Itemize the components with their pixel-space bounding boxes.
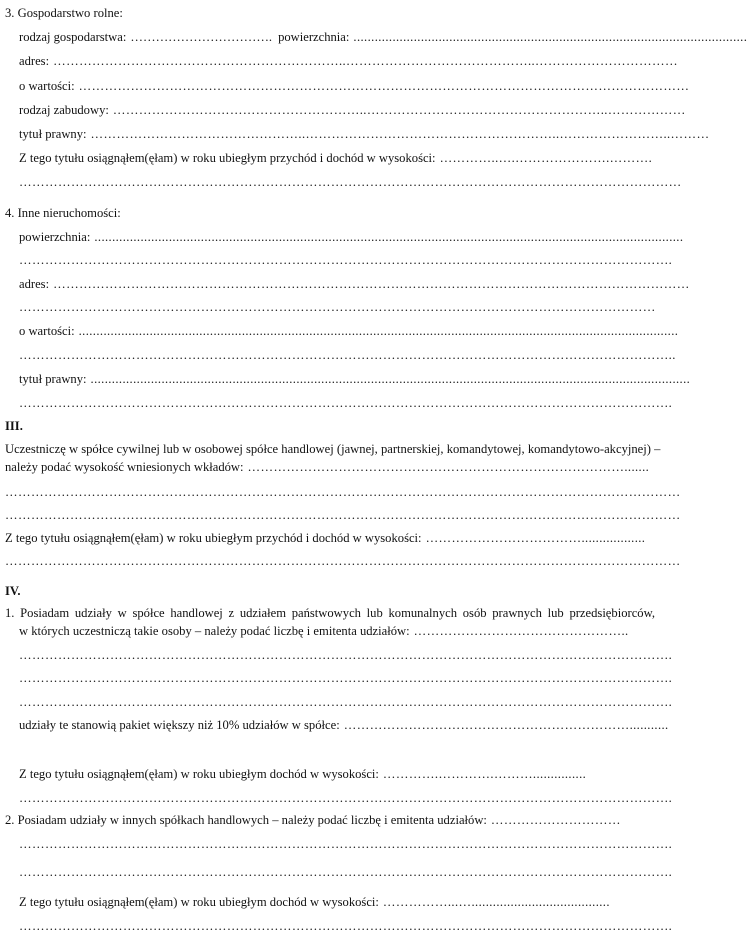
- partnership-blank-field-3[interactable]: …………………………………………………………………………………………………………………………………………: [5, 554, 681, 568]
- shares-other-blank-field-2[interactable]: …………………………………………………………………………………………………………………………………….: [19, 865, 673, 879]
- shares-other-blank-field-1[interactable]: …………………………………………………………………………………………………………………………………….: [19, 837, 673, 851]
- property-address-row: [19, 276, 690, 292]
- shares-public-blank-field-3[interactable]: …………………………………………………………………………………………………………………………………….: [19, 695, 673, 709]
- shares-other-blank-row-3: [19, 918, 673, 934]
- shares-public-blank-row-1: [19, 647, 673, 663]
- property-blank-field-4[interactable]: …………………………………………………………………………………………………………………………………….: [19, 396, 673, 410]
- property-area-row: [19, 229, 684, 245]
- section-3-heading-text: 3. Gospodarstwo rolne:: [5, 6, 123, 20]
- partnership-income-field[interactable]: ………………………………..................: [425, 531, 646, 545]
- farm-legal-title-row: [19, 126, 710, 142]
- farm-buildings-field[interactable]: …………………………………………………..………………………………………………..………………: [112, 103, 686, 117]
- property-blank-row-2: [19, 299, 655, 315]
- property-value-field[interactable]: .........................................................................................................................................................................: [78, 324, 679, 338]
- farm-buildings-row: [19, 102, 686, 118]
- farm-type-row: [19, 29, 747, 45]
- property-legal-title-row: [19, 371, 691, 387]
- farm-value-row: [19, 78, 690, 94]
- shares-package-label: udziały te stanowią pakiet większy niż 10% udziałów w spółce:: [19, 718, 340, 732]
- shares-other-blank-row-2: [19, 864, 673, 880]
- partnership-blank-row-1: [5, 484, 681, 500]
- farm-income-row: [19, 150, 655, 166]
- property-value-label: o wartości:: [19, 324, 75, 338]
- farm-buildings-label: rodzaj zabudowy:: [19, 103, 109, 117]
- section-iii-heading: [5, 418, 655, 434]
- property-legal-title-label: tytuł prawny:: [19, 372, 87, 386]
- property-area-field[interactable]: ......................................................................................................................................................................: [94, 230, 684, 244]
- section-iii-heading-text: III.: [5, 419, 23, 433]
- shares-package-row: [19, 717, 669, 733]
- property-blank-row-1: [19, 252, 673, 268]
- property-legal-title-field[interactable]: .........................................................................................................................................................................: [90, 372, 691, 386]
- shares-other-blank-field-3[interactable]: …………………………………………………………………………………………………………………………………….: [19, 919, 673, 933]
- partnership-blank-field-2[interactable]: …………………………………………………………………………………………………………………………………………: [5, 508, 681, 522]
- shares-public-count-label: w których uczestniczą takie osoby – należy podać liczbę i emitenta udziałów:: [19, 624, 410, 638]
- section-iv-heading: [5, 583, 655, 599]
- farm-value-label: o wartości:: [19, 79, 75, 93]
- farm-area-field[interactable]: ...............................................................................................................: [353, 30, 747, 44]
- farm-value-field[interactable]: ……………………………………………………………………………………………………………………………: [78, 79, 690, 93]
- shares-public-income-field[interactable]: ………….………….………...............: [382, 767, 587, 781]
- property-blank-row-4: [19, 395, 673, 411]
- farm-address-row: [19, 53, 678, 69]
- farm-address-field[interactable]: …………………………………………………………..……………………………………..……………………………: [53, 54, 678, 68]
- shares-other-count-field[interactable]: …………………………: [490, 813, 621, 827]
- shares-other-income-row: [19, 894, 655, 910]
- shares-public-blank-row-3: [19, 694, 673, 710]
- farm-income-label: Z tego tytułu osiągnąłem(ęłam) w roku ubiegłym przychód i dochód w wysokości:: [19, 151, 436, 165]
- farm-legal-title-label: tytuł prawny:: [19, 127, 87, 141]
- farm-address-label: adres:: [19, 54, 50, 68]
- shares-public-income-label: Z tego tytułu osiągnąłem(ęłam) w roku ubiegłym dochód w wysokości:: [19, 767, 379, 781]
- partnership-intro-text: Uczestniczę w spółce cywilnej lub w osobowej spółce handlowej (jawnej, partnerskiej, komandytowej, komandytowo-akcyjnej) –: [5, 442, 661, 456]
- partnership-income-label: Z tego tytułu osiągnąłem(ęłam) w roku ubiegłym przychód i dochód w wysokości:: [5, 531, 422, 545]
- shares-package-field[interactable]: …………………………………………………………...........: [343, 718, 669, 732]
- property-address-field[interactable]: …………………………………………………………………………………………………………………………………: [53, 277, 690, 291]
- shares-other-income-field[interactable]: ……………...….......................................: [382, 895, 610, 909]
- farm-legal-title-field[interactable]: …………………………………………..…………………………………………………..……………………..………: [90, 127, 710, 141]
- partnership-blank-row-2: [5, 507, 681, 523]
- partnership-intro-row: [5, 441, 661, 457]
- partnership-blank-field-1[interactable]: …………………………………………………………………………………………………………………………………………: [5, 485, 681, 499]
- shares-public-blank-row-2: [19, 670, 673, 686]
- shares-public-count-field[interactable]: …………………………………………..: [413, 624, 629, 638]
- shares-public-intro-row: [5, 605, 655, 621]
- shares-public-blank-row-4: [19, 790, 673, 806]
- farm-extra-field[interactable]: ………………………………………………………………………………………………………………………………………: [19, 175, 682, 189]
- property-area-label: powierzchnia:: [19, 230, 91, 244]
- section-3-heading: [5, 5, 655, 21]
- partnership-contribution-label: należy podać wysokość wniesionych wkładów:: [5, 460, 244, 474]
- property-blank-row-3: [19, 347, 676, 363]
- shares-public-blank-field-2[interactable]: …………………………………………………………………………………………………………………………………….: [19, 671, 673, 685]
- shares-other-count-row: [5, 812, 655, 828]
- shares-other-income-label: Z tego tytułu osiągnąłem(ęłam) w roku ubiegłym dochód w wysokości:: [19, 895, 379, 909]
- property-blank-field-2[interactable]: …………………………………………………………………………………………………………………………………: [19, 300, 656, 314]
- section-4-heading-text: 4. Inne nieruchomości:: [5, 206, 121, 220]
- property-address-label: adres:: [19, 277, 50, 291]
- partnership-blank-row-3: [5, 553, 681, 569]
- section-4-heading: [5, 205, 655, 221]
- shares-public-intro-text: 1. Posiadam udziały w spółce handlowej z udziałem państwowych lub komunalnych osób prawnych lub przedsiębiorców,: [5, 606, 655, 620]
- farm-area-label: powierzchnia:: [278, 30, 350, 44]
- shares-public-count-row: [19, 623, 655, 639]
- shares-public-blank-field-1[interactable]: …………………………………………………………………………………………………………………………………….: [19, 648, 673, 662]
- property-blank-field-1[interactable]: …………………………………………………………………………………………………………………………………….: [19, 253, 673, 267]
- section-iv-heading-text: IV.: [5, 584, 21, 598]
- farm-extra-row: [19, 174, 682, 190]
- farm-type-field[interactable]: …………………………….: [130, 30, 273, 44]
- property-value-row: [19, 323, 679, 339]
- property-blank-field-3[interactable]: ……………………………………………………………………………………………………………………………………..: [19, 348, 676, 362]
- partnership-income-row: [5, 530, 655, 546]
- shares-other-count-label: 2. Posiadam udziały w innych spółkach handlowych – należy podać liczbę i emitenta udziałów:: [5, 813, 487, 827]
- farm-income-field[interactable]: …………..….………………….……….: [439, 151, 653, 165]
- shares-other-blank-row-1: [19, 836, 673, 852]
- shares-public-blank-field-4[interactable]: …………………………………………………………………………………………………………………………………….: [19, 791, 673, 805]
- partnership-contribution-field[interactable]: …………………………………………………………………………….......: [247, 460, 650, 474]
- farm-type-label: rodzaj gospodarstwa:: [19, 30, 127, 44]
- partnership-contribution-row: [5, 459, 655, 475]
- shares-public-income-row: [19, 766, 655, 782]
